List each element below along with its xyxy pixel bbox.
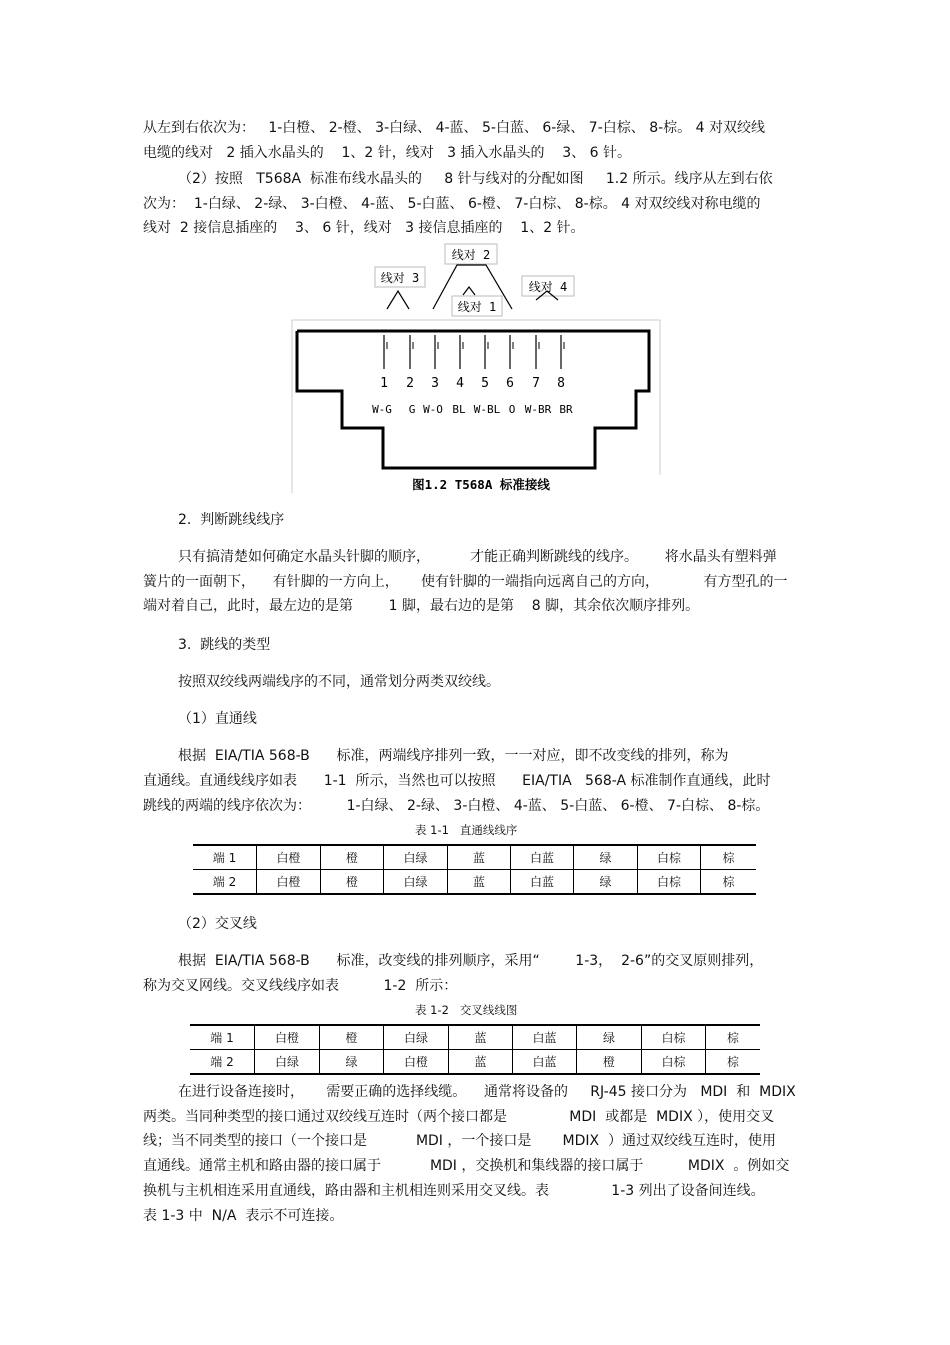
pin-number: 2 (406, 376, 414, 391)
para5-line3: 跳线的两端的线序依次为： 1-白绿、 2-绿、 3-白橙、 4-蓝、 5-白蓝、 6-橙、 7-白棕、 8-棕。 (143, 798, 770, 814)
pair3-label: 线对 3 (380, 271, 420, 285)
pin-number: 5 (481, 376, 489, 391)
table-cell: 棕 (706, 1050, 761, 1075)
t568a-wiring-figure (290, 243, 662, 495)
table-cell: 端 2 (190, 1050, 255, 1075)
table-cell: 白绿 (384, 1025, 449, 1050)
pair1-bracket (463, 287, 475, 295)
color-code: W-BL (473, 403, 501, 416)
table-cell: 橙 (320, 1025, 384, 1050)
table-cell: 端 1 (190, 1025, 255, 1050)
para3-line3: 端对着自己，此时，最左边的是第 1 脚，最右边的是第 8 脚，其余依次顺序排列。 (143, 598, 700, 614)
table-cell: 白蓝 (513, 1025, 577, 1050)
subsection1-heading: （1）直通线 (178, 711, 257, 727)
para7-line2: 两类。当同种类型的接口通过双绞线互连时（两个接口都是 MDI 或都是 MDIX ），使用交叉 (143, 1109, 775, 1125)
table-row (190, 1025, 760, 1050)
pin-number: 3 (431, 376, 439, 391)
table-cell: 白棕 (642, 1025, 706, 1050)
pin-number: 1 (380, 376, 388, 391)
table-cell: 白橙 (257, 845, 321, 870)
pair1-label: 线对 1 (457, 300, 497, 314)
crossover-table (190, 1024, 760, 1075)
table-cell: 白棕 (638, 870, 701, 895)
table-cell: 绿 (574, 870, 638, 895)
color-code: G (408, 403, 416, 416)
table2-caption: 表 1-2 交叉线线图 (415, 1003, 518, 1017)
pair2-label: 线对 2 (451, 248, 491, 262)
table-cell: 白橙 (255, 1025, 320, 1050)
table-cell: 白棕 (642, 1050, 706, 1075)
para5-line2: 直通线。直通线线序如表 1-1 所示，当然也可以按照 EIA/TIA 568-A 标准制作直通线，此时 (143, 773, 771, 789)
table-cell: 白蓝 (513, 1050, 577, 1075)
table-cell: 棕 (706, 1025, 761, 1050)
section2-heading: 2. 判断跳线线序 (178, 512, 285, 528)
color-code: W-G (372, 403, 392, 416)
para7-line1: 在进行设备连接时， 需要正确的选择线缆。 通常将设备的 RJ-45 接口分为 MDI 和 MDIX (178, 1084, 796, 1100)
color-code: W-O (423, 403, 443, 416)
table1-caption: 表 1-1 直通线线序 (415, 823, 518, 837)
table-cell: 白橙 (257, 870, 321, 895)
table-row (193, 845, 756, 870)
para7-line6: 表 1-3 中 N/A 表示不可连接。 (143, 1208, 344, 1224)
table-cell: 蓝 (449, 1050, 513, 1075)
table-cell: 蓝 (448, 870, 511, 895)
para1-line1: 从左到右依次为： 1-白橙、 2-橙、 3-白绿、 4-蓝、 5-白蓝、 6-绿、 7-白棕、 8-棕。 4 对双绞线 (143, 120, 765, 136)
table-cell: 白蓝 (511, 870, 574, 895)
color-code: O (508, 403, 516, 416)
table-cell: 橙 (577, 1050, 642, 1075)
para2-line2: 次为： 1-白绿、 2-绿、 3-白橙、 4-蓝、 5-白蓝、 6-橙、 7-白棕、 8-棕。 4 对双绞线对称电缆的 (143, 196, 761, 212)
table-cell: 白绿 (384, 870, 448, 895)
para6-line2: 称为交叉网线。交叉线线序如表 1-2 所示： (143, 978, 458, 994)
pin-number: 4 (456, 376, 464, 391)
color-code: BR (559, 403, 573, 416)
section3-heading: 3. 跳线的类型 (178, 637, 271, 653)
para2-line1: （2）按照 T568A 标准布线水晶头的 8 针与线对的分配如图 1.2 所示。线序从左到右依 (178, 171, 773, 187)
para2-line3: 线对 2 接信息插座的 3、 6 针，线对 3 接信息插座的 1、2 针。 (143, 220, 585, 236)
table-cell: 白绿 (255, 1050, 320, 1075)
para1-line2: 电缆的线对 2 插入水晶头的 1、2 针，线对 3 插入水晶头的 3、 6 针。 (143, 145, 631, 161)
table-cell: 橙 (321, 870, 384, 895)
para3-line2: 簧片的一面朝下， 有针脚的一方向上， 使有针脚的一端指向远离自己的方向， 有方型孔的一 (143, 574, 788, 590)
table-cell: 蓝 (448, 845, 511, 870)
para7-line5: 换机与主机相连采用直通线，路由器和主机相连则采用交叉线。表 1-3 列出了设备间连线。 (143, 1183, 765, 1199)
para5-line1: 根据 EIA/TIA 568-B 标准，两端线序排列一致，一一对应，即不改变线的排列，称为 (178, 748, 729, 764)
para3-line1: 只有搞清楚如何确定水晶头针脚的顺序， 才能正确判断跳线的线序。 将水晶头有塑料弹 (178, 549, 777, 565)
subsection2-heading: （2）交叉线 (178, 916, 257, 932)
figure-caption: 图1.2 T568A 标准接线 (412, 477, 550, 492)
table-cell: 蓝 (449, 1025, 513, 1050)
para7-line4: 直通线。通常主机和路由器的接口属于 MDI ，交换机和集线器的接口属于 MDIX 。例如交 (143, 1158, 790, 1174)
table-cell: 白橙 (384, 1050, 449, 1075)
pair4-label: 线对 4 (528, 280, 568, 294)
table-row (193, 870, 756, 895)
pin-number: 8 (557, 376, 565, 391)
pair3-bracket (387, 291, 409, 309)
pin-number: 6 (506, 376, 514, 391)
table-cell: 绿 (577, 1025, 642, 1050)
color-code: W-BR (524, 403, 552, 416)
table-cell: 白蓝 (511, 845, 574, 870)
straight-through-table (193, 844, 756, 895)
table-cell: 绿 (574, 845, 638, 870)
table-cell: 绿 (320, 1050, 384, 1075)
rj45-connector-outline (297, 331, 649, 468)
table-cell: 橙 (321, 845, 384, 870)
pin-number: 7 (532, 376, 540, 391)
table-cell: 棕 (701, 845, 757, 870)
table-cell: 端 1 (193, 845, 257, 870)
table-cell: 棕 (701, 870, 757, 895)
table-row (190, 1050, 760, 1075)
color-code: BL (452, 403, 466, 416)
para4: 按照双绞线两端线序的不同，通常划分两类双绞线。 (178, 674, 500, 690)
table-cell: 端 2 (193, 870, 257, 895)
para7-line3: 线；当不同类型的接口（一个接口是 MDI ，一个接口是 MDIX ）通过双绞线互连时，使用 (143, 1133, 777, 1149)
para6-line1: 根据 EIA/TIA 568-B 标准，改变线的排列顺序，采用“ 1-3， 2-6”的交叉原则排列， (178, 953, 764, 969)
pin-lines (384, 335, 564, 369)
table-cell: 白棕 (638, 845, 701, 870)
table-cell: 白绿 (384, 845, 448, 870)
